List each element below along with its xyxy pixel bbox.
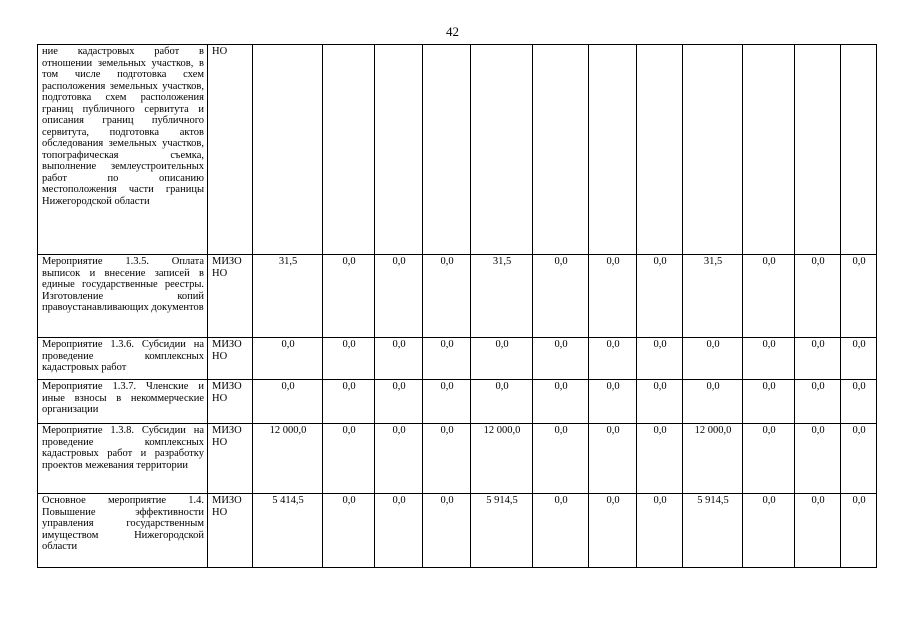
value-cell: 0,0 (423, 338, 471, 380)
table-row (38, 255, 877, 338)
value-cell: 0,0 (533, 255, 589, 338)
value-cell: 0,0 (423, 424, 471, 494)
value-cell: 0,0 (253, 380, 323, 424)
row-description: Мероприятие 1.3.7. Членские и иные взносы в некоммерческие организации (38, 380, 208, 424)
value-cell: 0,0 (841, 255, 877, 338)
value-cell: 0,0 (743, 338, 795, 380)
value-cell: 0,0 (841, 424, 877, 494)
value-cell: 0,0 (323, 255, 375, 338)
value-cell (841, 45, 877, 255)
value-cell (471, 45, 533, 255)
value-cell: 0,0 (323, 338, 375, 380)
value-cell: 31,5 (471, 255, 533, 338)
value-cell: 0,0 (323, 380, 375, 424)
value-cell: 5 914,5 (683, 494, 743, 568)
value-cell: 0,0 (795, 424, 841, 494)
value-cell: 0,0 (589, 494, 637, 568)
table-row (38, 494, 877, 568)
value-cell: 0,0 (323, 424, 375, 494)
value-cell: 31,5 (683, 255, 743, 338)
value-cell: 12 000,0 (253, 424, 323, 494)
value-cell: 0,0 (637, 424, 683, 494)
value-cell: 0,0 (375, 255, 423, 338)
value-cell: 0,0 (743, 424, 795, 494)
row-description: ние кадастровых работ в отношении земельных участков, в том числе подготовка схем расположения земельных участков, подготовка схем расположения границ публичного сервитута и описания границ публичного сервитута, подготовка актов обследования земельных участков, топографическая съемка, выполнение землеустроительных работ по описанию местоположения части границы Нижегородской области (38, 45, 208, 255)
value-cell: 0,0 (323, 494, 375, 568)
row-executor: МИЗО НО (208, 424, 253, 494)
value-cell: 0,0 (589, 380, 637, 424)
value-cell: 0,0 (423, 255, 471, 338)
row-description: Мероприятие 1.3.5. Оплата выписок и внесение записей в единые государственные реестры. Изготовление копий правоустанавливающих документов (38, 255, 208, 338)
value-cell: 0,0 (637, 255, 683, 338)
value-cell (795, 45, 841, 255)
row-executor: НО (208, 45, 253, 255)
value-cell (375, 45, 423, 255)
row-description: Мероприятие 1.3.6. Субсидии на проведение комплексных кадастровых работ (38, 338, 208, 380)
value-cell: 31,5 (253, 255, 323, 338)
value-cell: 0,0 (533, 380, 589, 424)
value-cell: 0,0 (683, 380, 743, 424)
row-executor: МИЗО НО (208, 380, 253, 424)
value-cell: 0,0 (743, 380, 795, 424)
value-cell: 0,0 (589, 338, 637, 380)
value-cell: 0,0 (795, 338, 841, 380)
value-cell: 0,0 (589, 255, 637, 338)
value-cell (637, 45, 683, 255)
value-cell (743, 45, 795, 255)
value-cell (533, 45, 589, 255)
budget-table (37, 44, 877, 568)
value-cell: 0,0 (471, 380, 533, 424)
value-cell: 0,0 (841, 338, 877, 380)
value-cell: 12 000,0 (683, 424, 743, 494)
value-cell (589, 45, 637, 255)
value-cell: 0,0 (683, 338, 743, 380)
row-description: Мероприятие 1.3.8. Субсидии на проведение комплексных кадастровых работ и разработку проектов межевания территории (38, 424, 208, 494)
value-cell: 0,0 (637, 494, 683, 568)
value-cell: 5 914,5 (471, 494, 533, 568)
value-cell: 5 414,5 (253, 494, 323, 568)
value-cell: 0,0 (471, 338, 533, 380)
value-cell: 0,0 (375, 338, 423, 380)
value-cell: 0,0 (375, 494, 423, 568)
value-cell: 0,0 (533, 494, 589, 568)
table-row (38, 45, 877, 255)
page-number: 42 (446, 24, 459, 39)
value-cell: 0,0 (533, 338, 589, 380)
value-cell: 0,0 (533, 424, 589, 494)
value-cell (253, 45, 323, 255)
value-cell: 0,0 (637, 338, 683, 380)
value-cell: 0,0 (841, 380, 877, 424)
table-row (38, 338, 877, 380)
value-cell (323, 45, 375, 255)
value-cell: 0,0 (795, 255, 841, 338)
table-row (38, 380, 877, 424)
value-cell: 12 000,0 (471, 424, 533, 494)
value-cell: 0,0 (423, 380, 471, 424)
value-cell: 0,0 (637, 380, 683, 424)
row-description: Основное мероприятие 1.4. Повышение эффективности управления государственным имуществом Нижегородской области (38, 494, 208, 568)
value-cell: 0,0 (841, 494, 877, 568)
row-executor: МИЗО НО (208, 255, 253, 338)
table-row (38, 424, 877, 494)
value-cell: 0,0 (375, 424, 423, 494)
value-cell: 0,0 (795, 494, 841, 568)
row-executor: МИЗО НО (208, 338, 253, 380)
value-cell: 0,0 (423, 494, 471, 568)
value-cell: 0,0 (589, 424, 637, 494)
value-cell (683, 45, 743, 255)
value-cell (423, 45, 471, 255)
value-cell: 0,0 (743, 494, 795, 568)
row-executor: МИЗО НО (208, 494, 253, 568)
value-cell: 0,0 (743, 255, 795, 338)
value-cell: 0,0 (375, 380, 423, 424)
value-cell: 0,0 (795, 380, 841, 424)
value-cell: 0,0 (253, 338, 323, 380)
